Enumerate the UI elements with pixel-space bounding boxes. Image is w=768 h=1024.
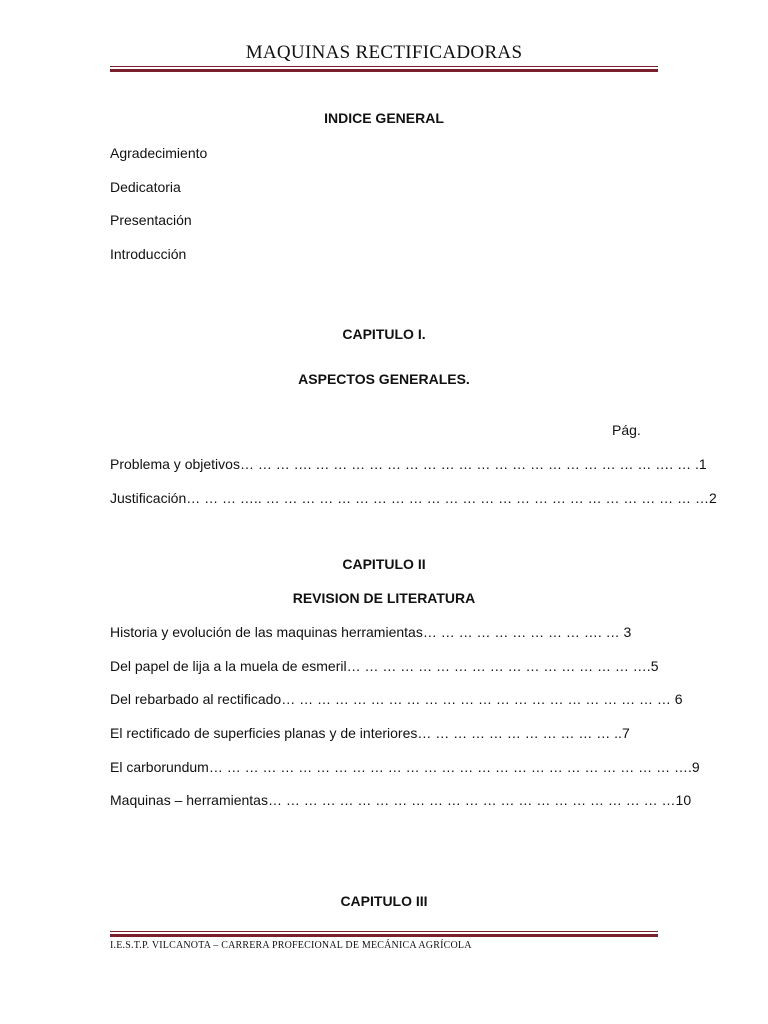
chapter2-subtitle: REVISION DE LITERATURA	[292, 590, 476, 606]
toc-entry: Maquinas – herramientas… … … … … … … … … … … … … … … … … … … … … … …10	[110, 792, 692, 808]
front-matter-item: Introducción	[110, 246, 187, 262]
toc-entry: Justificación… … … ….. … … … … … … … … … … … … … … … … … … … … … … … … …2	[110, 490, 717, 506]
chapter2-title: CAPITULO II	[342, 556, 426, 572]
toc-entry: Historia y evolución de las maquinas herramientas… … … … … … … … … …. … 3	[110, 624, 632, 640]
chapter1-title: CAPITULO I.	[342, 326, 426, 342]
page-footer-text: I.E.S.T.P. VILCANOTA – CARRERA PROFECIONAL DE MECÁNICA AGRÍCOLA	[110, 940, 472, 951]
chapter1-subtitle: ASPECTOS GENERALES.	[298, 371, 470, 387]
front-matter-item: Agradecimiento	[110, 145, 208, 161]
page-header-title: MAQUINAS RECTIFICADORAS	[245, 42, 523, 63]
front-matter-item: Presentación	[110, 212, 192, 228]
header-rule	[110, 66, 658, 72]
toc-entry: El carborundum… … … … … … … … … … … … … … … … … … … … … … … … … … ….9	[110, 759, 700, 775]
footer-rule	[110, 931, 658, 937]
index-title: INDICE GENERAL	[324, 110, 444, 126]
toc-entry: Del rebarbado al rectificado… … … … … … … … … … … … … … … … … … … … … … 6	[110, 691, 683, 707]
toc-entry: Del papel de lija a la muela de esmeril… … … … … … … … … … … … … … … … ….5	[110, 658, 659, 674]
toc-entry: Problema y objetivos… … … …. … … … … … … … … … … … … … … … … … … … …. … .1	[110, 456, 707, 472]
front-matter-item: Dedicatoria	[110, 179, 181, 195]
page-column-label: Pág.	[612, 422, 641, 438]
toc-entry: El rectificado de superficies planas y de interiores… … … … … … … … … … … ..7	[110, 725, 630, 741]
chapter3-title: CAPITULO III	[340, 893, 428, 909]
